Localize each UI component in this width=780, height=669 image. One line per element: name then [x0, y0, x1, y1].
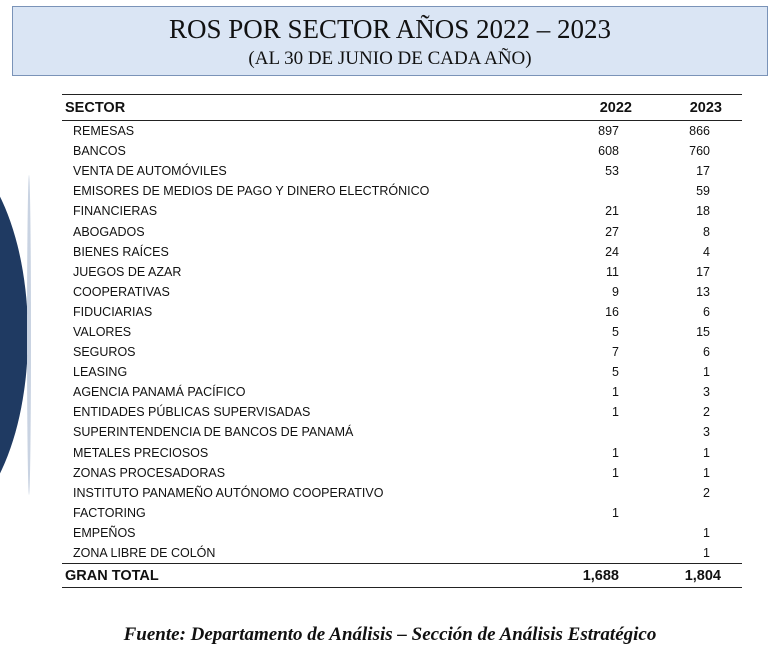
value-2022-cell: 53 [605, 164, 619, 179]
column-header-2022: 2022 [532, 95, 644, 121]
value-2022-cell: 21 [605, 204, 619, 219]
value-2022-cell: 11 [606, 264, 619, 279]
sector-cell: SEGUROS [73, 345, 136, 360]
sector-cell: COOPERATIVAS [73, 284, 170, 299]
table-row [62, 362, 742, 382]
value-2023-cell: 1 [703, 445, 710, 460]
table-row [62, 262, 742, 282]
sector-cell: AGENCIA PANAMÁ PACÍFICO [73, 385, 246, 400]
value-2023-cell: 1 [703, 365, 710, 380]
sector-cell: REMESAS [73, 124, 135, 139]
table-row [62, 242, 742, 262]
table-row [62, 282, 742, 302]
value-2022-cell: 27 [605, 224, 619, 239]
table-body [62, 121, 742, 564]
page-title: ROS POR SECTOR AÑOS 2022 – 2023 [168, 14, 612, 44]
table-row [62, 161, 742, 181]
value-2023-cell: 2 [703, 405, 710, 420]
title-banner [12, 6, 768, 76]
value-2023-cell: 2 [703, 485, 710, 500]
sector-cell: ZONAS PROCESADORAS [73, 465, 226, 480]
value-2023-cell: 13 [696, 284, 710, 299]
total-row [62, 564, 742, 588]
sector-cell: METALES PRECIOSOS [73, 445, 209, 460]
sector-cell: SUPERINTENDENCIA DE BANCOS DE PANAMÁ [73, 425, 354, 440]
table-row [62, 422, 742, 442]
sector-cell: EMPEÑOS [73, 525, 136, 540]
value-2022-cell: 1 [612, 405, 619, 420]
table-row [62, 463, 742, 483]
table-row [62, 382, 742, 402]
table-row [62, 302, 742, 322]
table-row [62, 201, 742, 221]
sector-cell: ZONA LIBRE DE COLÓN [73, 546, 216, 561]
sector-cell: FACTORING [73, 505, 146, 520]
value-2022-cell: 5 [612, 324, 619, 339]
value-2023-cell: 3 [703, 425, 710, 440]
value-2022-cell: 24 [605, 244, 619, 259]
value-2022-cell: 9 [612, 284, 619, 299]
sector-cell: JUEGOS DE AZAR [73, 264, 182, 279]
value-2022-cell: 1 [612, 445, 619, 460]
value-2023-cell: 17 [696, 264, 710, 279]
total-2023: 1,804 [644, 564, 742, 588]
value-2022-cell: 1 [612, 505, 619, 520]
value-2023-cell: 8 [703, 224, 710, 239]
value-2023-cell: 59 [696, 184, 710, 199]
value-2022-cell: 608 [598, 144, 619, 159]
sector-cell: ABOGADOS [73, 224, 145, 239]
table-row [62, 121, 742, 142]
value-2022-cell [532, 181, 644, 201]
table-row [62, 141, 742, 161]
table-row [62, 543, 742, 564]
sector-cell: FINANCIERAS [73, 204, 158, 219]
value-2023-cell: 18 [696, 204, 710, 219]
table-header-row [62, 95, 742, 121]
value-2023-cell: 6 [703, 304, 710, 319]
column-header-2023: 2023 [644, 95, 742, 121]
value-2023-cell: 1 [703, 525, 710, 540]
table-row [62, 483, 742, 503]
value-2023-cell [644, 503, 742, 523]
sector-cell: BIENES RAÍCES [73, 244, 169, 259]
sector-cell: BANCOS [73, 144, 126, 159]
total-2022: 1,688 [532, 564, 644, 588]
sector-cell: VENTA DE AUTOMÓVILES [73, 164, 227, 179]
table-row [62, 503, 742, 523]
value-2023-cell: 866 [689, 124, 710, 139]
source-note: Fuente: Departamento de Análisis – Sección de Análisis Estratégico [123, 624, 657, 645]
table-row [62, 523, 742, 543]
value-2022-cell: 16 [605, 304, 619, 319]
value-2022-cell: 1 [612, 465, 619, 480]
table-row [62, 322, 742, 342]
table-row [62, 181, 742, 201]
sector-cell: INSTITUTO PANAMEÑO AUTÓNOMO COOPERATIVO [73, 485, 384, 500]
value-2023-cell: 6 [703, 345, 710, 360]
value-2022-cell [532, 483, 644, 503]
value-2022-cell: 1 [612, 385, 619, 400]
value-2023-cell: 4 [703, 244, 710, 259]
total-label: GRAN TOTAL [62, 564, 532, 588]
table-row [62, 443, 742, 463]
value-2022-cell [532, 543, 644, 564]
value-2022-cell [532, 523, 644, 543]
value-2022-cell: 5 [612, 365, 619, 380]
table-row [62, 342, 742, 362]
sector-cell: LEASING [73, 365, 128, 380]
value-2023-cell: 15 [696, 324, 710, 339]
table-row [62, 221, 742, 241]
value-2023-cell: 1 [703, 546, 710, 561]
value-2023-cell: 3 [703, 385, 710, 400]
value-2023-cell: 1 [703, 465, 710, 480]
decorative-side-shape [0, 145, 28, 525]
sector-table [62, 94, 742, 588]
value-2022-cell: 7 [612, 345, 619, 360]
value-2022-cell [532, 422, 644, 442]
value-2023-cell: 760 [689, 144, 710, 159]
table-row [62, 402, 742, 422]
sector-cell: EMISORES DE MEDIOS DE PAGO Y DINERO ELECTRÓNICO [73, 184, 430, 199]
page-subtitle: (AL 30 DE JUNIO DE CADA AÑO) [248, 48, 532, 69]
value-2023-cell: 17 [696, 164, 710, 179]
sector-cell: ENTIDADES PÚBLICAS SUPERVISADAS [73, 405, 311, 420]
column-header-sector: SECTOR [62, 95, 532, 121]
sector-cell: VALORES [73, 324, 132, 339]
value-2022-cell: 897 [598, 124, 619, 139]
sector-cell: FIDUCIARIAS [73, 304, 153, 319]
